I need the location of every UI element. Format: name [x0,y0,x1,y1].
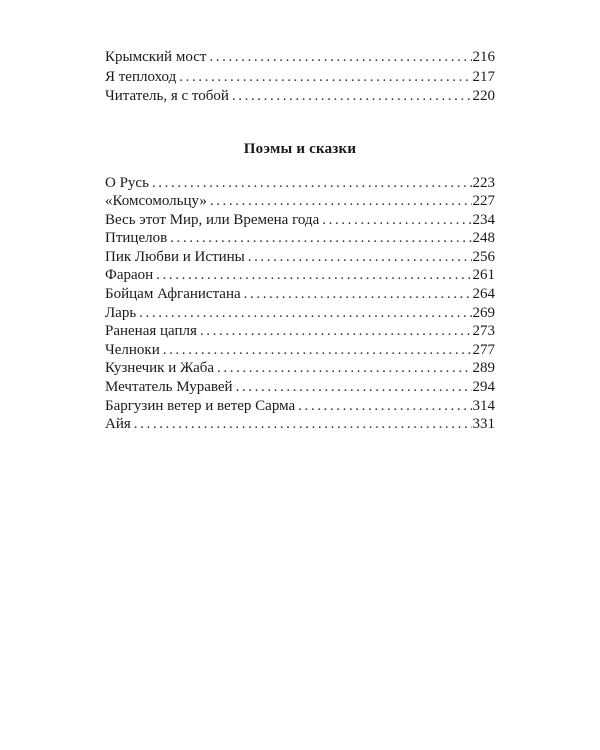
toc-entry-title: Челноки [105,341,160,358]
toc-entry [105,322,495,341]
toc-entry [105,397,495,416]
toc-entry [105,48,495,68]
toc-entry-title: Пик Любви и Истины [105,248,245,265]
toc-entry [105,304,495,323]
toc-entry [105,248,495,267]
toc-entry [105,192,495,211]
toc-leader-dots [209,48,471,68]
toc-entry [105,378,495,397]
toc-leader-dots [134,415,472,434]
toc-entry-page: 248 [472,230,495,247]
toc-entry [105,87,495,107]
toc-entry-page: 216 [472,49,495,65]
toc-leader-dots [170,229,471,248]
toc-entry [105,68,495,88]
toc-entry-page: 234 [472,211,495,228]
toc-leader-dots [163,341,472,360]
toc-leader-dots [152,174,472,193]
toc-entry [105,211,495,230]
toc-entry-title: Фараон [105,267,154,284]
toc-entry-page: 264 [472,286,495,303]
toc-entry-page: 277 [472,341,495,358]
toc-group-top [105,48,495,107]
toc-entry [105,415,495,434]
toc-leader-dots [139,304,471,323]
toc-leader-dots [244,285,472,304]
toc-leader-dots [200,322,472,341]
toc-entry-title: Ларь [105,304,137,321]
toc-entry-page: 331 [472,416,495,433]
toc-entry-page: 217 [472,68,495,85]
toc-entry-title: Бойцам Афганистана [105,286,241,303]
toc-entry-title: Крымский мост [105,49,207,65]
toc-entry [105,266,495,285]
toc-entry-title: Птицелов [105,230,168,247]
toc-entry-title: О Русь [105,174,149,191]
toc-leader-dots [156,266,471,285]
toc-entry [105,341,495,360]
toc-entry-title: «Комсомольцу» [105,193,207,210]
toc-entry-title: Кузнечик и Жаба [105,360,215,377]
toc-leader-dots [298,397,471,416]
table-of-contents [105,48,495,434]
toc-entry-page: 261 [472,267,495,284]
toc-leader-dots [236,378,472,397]
toc-leader-dots [179,68,471,88]
toc-entry-page: 273 [472,323,495,340]
toc-entry-page: 223 [472,174,495,191]
toc-entry-title: Весь этот Мир, или Времена года [105,211,320,228]
toc-entry-page: 227 [472,193,495,210]
toc-entry [105,285,495,304]
section-heading: Поэмы и сказки [243,140,357,157]
toc-group-section [105,174,495,434]
toc-entry-page: 269 [472,304,495,321]
toc-entry-title: Я теплоход [105,68,177,85]
toc-leader-dots [217,359,471,378]
toc-entry-page: 314 [472,397,495,414]
toc-leader-dots [248,248,472,267]
toc-leader-dots [322,211,471,230]
toc-entry-page: 289 [472,360,495,377]
toc-entry-page: 294 [472,379,495,396]
toc-leader-dots [210,192,472,211]
toc-entry-title: Читатель, я с тобой [105,88,229,104]
toc-entry-title: Раненая цапля [105,323,197,340]
toc-entry-page: 256 [472,248,495,265]
toc-entry-title: Баргузин ветер и ветер Сарма [105,397,296,414]
toc-entry [105,359,495,378]
toc-leader-dots [232,87,472,107]
toc-entry-title: Мечтатель Муравей [105,379,233,396]
toc-entry-title: Айя [105,416,131,433]
toc-entry-page: 220 [472,88,495,104]
toc-entry [105,174,495,193]
toc-entry [105,229,495,248]
